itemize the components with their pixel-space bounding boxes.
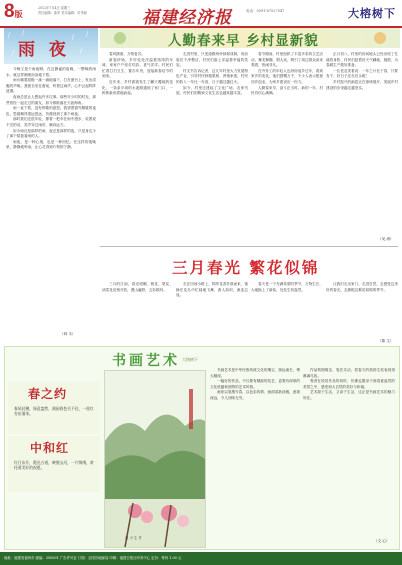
- paragraph: 近年来，乡村面貌发生了翻天覆地的变化，一条条平坦的水泥路通到了家门口，一栋栋新房拔地而起。: [102, 79, 173, 96]
- painting-signature: 周 小 生 作: [125, 536, 142, 540]
- mid-story-column-4: [326, 282, 398, 342]
- paragraph: 那时我们还很年轻，撑着一把伞在雨中漫步，说着说不完的话，笑声穿过雨帘，飘向远方。: [6, 117, 96, 127]
- paragraph: 走进村里，只见道路两旁绿树成荫，房前屋后干净整洁，村民们脸上洋溢着幸福的笑容。: [176, 52, 248, 68]
- top-story-title: 人勤春来早 乡村显新貌: [168, 33, 319, 49]
- paragraph: 在外务工的年轻人也纷纷返乡过年，看到家乡的变化，他们感慨万千，不少人表示愿意回乡创业，为家乡建设出一份力。: [251, 68, 323, 84]
- rain-title: 雨 夜: [18, 40, 70, 60]
- caption-1-text: 春风轻拂，绿意盎然，满园春色关不住，一枝红杏出墙来。: [14, 406, 94, 417]
- paragraph: 画家以笔墨写春，以色彩传情，画面清新淡雅，意境深远，令人回味无穷。: [210, 390, 300, 400]
- paragraph: 走在田间小路上，阵阵花香扑鼻而来，蜜蜂在花丛中忙碌地飞舞，游人如织，流连忘返。: [176, 282, 248, 298]
- caption-2-title: 中和红: [30, 441, 70, 455]
- top-story-byline: （吴 涛）: [378, 237, 394, 241]
- paragraph: 雨夜，是一种心境，也是一种回忆。在这样的夜晚里，静静地听雨，让心灵得到片刻的宁静。: [6, 139, 96, 150]
- art-byline: （文 心）: [374, 539, 390, 543]
- header-info: [38, 6, 138, 15]
- paragraph: 春天是一个充满希望的季节，万物生长，大地换上了新装，处处生机盎然。: [251, 282, 323, 292]
- section-title: 大榕树下: [348, 8, 396, 20]
- paragraph: 一位老农笑着说：一年之计在于春，只要肯干，好日子还在后头呢！: [326, 68, 398, 79]
- mid-story-byline: （陈 文）: [378, 339, 394, 343]
- mid-story-column-2: [176, 282, 248, 342]
- top-story-column-4: [326, 52, 398, 244]
- paragraph: 村支书告诉记者，这几年村里大力发展特色产业，引导村民种植果树、养殖家禽，村民的收入一年比一年高，日子越过越红火。: [176, 68, 248, 84]
- mid-story-column-3: [251, 282, 323, 342]
- art-section-subtitle: 大榕树下: [182, 357, 198, 362]
- art-section-title: 书画艺术: [112, 353, 180, 369]
- page-suffix: 版: [14, 10, 23, 19]
- paragraph: 如今，村里还建起了文化广场、农家书屋，村民们的精神文化生活也越来越丰富。: [176, 85, 248, 96]
- newspaper-brand: 福建经济报: [142, 8, 232, 27]
- landscape-painting: [104, 370, 206, 548]
- paragraph: 书画艺术是中华民族传统文化的瑰宝，源远流长，博大精深。: [210, 368, 300, 378]
- page-number: [4, 2, 23, 25]
- paragraph: 正月初八，村里的田间地头已经出现了忙碌的身影，村民们趁着好天气翻地、施肥，为春耕生产做好准备。: [326, 52, 398, 68]
- paragraph: 今晚又是个雨夜啊，在这静谧的夜晚，一整晚的雨水，就这样淅淅沥沥地下着。: [6, 67, 96, 77]
- mid-story-column-1: [102, 282, 173, 342]
- header-phone: 电话：0591-87527047: [246, 9, 285, 13]
- paragraph: 春风拂面，万物复苏。: [109, 52, 145, 56]
- paragraph: 作品构图简洁，笔法灵动，将春天的勃勃生机表现得淋漓尽致。: [303, 368, 395, 378]
- page-number-value: 8: [4, 1, 15, 22]
- footer-text: 地址：福建省福州市 邮编：350001 广告许可证 订阅：全国各地邮局 印刷：福建日报社印务中心 定价：每份 1.00 元: [4, 556, 182, 560]
- paragraph: 观者在欣赏作品的同时，仿佛也置身于那春意盎然的美景之中，感受到大自然的美好与和谐。: [303, 379, 395, 389]
- divider: [100, 246, 398, 247]
- paragraph: 乡村振兴的画卷正在徐徐展开，美丽乡村建设的步伐越走越坚实。: [326, 79, 398, 90]
- caption-1-title: 春之约: [28, 387, 68, 401]
- paragraph: 人勤春来早，奋斗正当时。新的一年，村民们信心满满。: [251, 85, 323, 96]
- paragraph: 一幅好的作品，不仅要有精湛的技艺，更要有深厚的文化底蕴和独特的艺术风格。: [210, 379, 300, 389]
- paragraph: 三月的江南，春光明媚，桃花、梨花、油菜花竞相开放，漫山遍野，五彩缤纷。: [102, 282, 173, 292]
- paragraph: 夜雨总是让人想起许多往事。那些年少时的时光，那些曾经一起走过的朋友，如今都散落在天涯海角。: [6, 94, 96, 105]
- mid-story-title: 三月春光 繁花似锦: [172, 258, 320, 277]
- top-story-column-2: [176, 52, 248, 244]
- paragraph: 春节期间，村里组织了丰富多彩的文艺活动，舞龙舞狮、唱大戏，吸引了周边群众前来观看，热闹非凡。: [251, 52, 323, 68]
- caption-2-text: 红日东升，霞光万道，映照山河，一片锦绣，寄托着美好的祝愿。: [14, 460, 94, 471]
- art-column-2: [303, 368, 395, 544]
- rain-article-body: [6, 67, 96, 332]
- header-date: 2012年7月4日 星期三: [38, 6, 71, 10]
- paragraph: 让我们走出家门，走进自然，去感受这美好的春光，去拥抱这繁花似锦的季节。: [326, 282, 398, 292]
- header-editors: 责任编辑：曲军 美术编辑：时秀丽: [38, 10, 87, 15]
- art-column-1: [210, 368, 300, 544]
- paragraph: 艺术源于生活，又高于生活，这正是书画艺术的魅力所在。: [303, 390, 395, 400]
- painting-image: [105, 371, 205, 547]
- paragraph: 新春伊始，乡村处处洋溢着浓浓的年味，家家户户张灯结彩，喜气洋洋。村民们忙着打扫卫生、置办年货，迎接新春佳节的到来。: [102, 57, 173, 79]
- rain-byline: （林 木）: [60, 332, 76, 336]
- paragraph: 雨水顺着屋檐一滴一滴地落下，打在窗台上，发出清脆的声响。我独自坐在窗前，听着这雨声，心中泛起阵阵涟漪。: [6, 78, 96, 94]
- top-story-column-3: [251, 52, 323, 244]
- paragraph: 雨一直下着，没有停歇的意思。我望着窗外朦胧的夜色，思绪飘得很远很远，仿佛回到了那个雨夜。: [6, 106, 96, 116]
- paragraph: 如今雨还是那样的雨，夜还是那样的夜，只是身边少了那个陪我看雨的人。: [6, 128, 96, 139]
- top-story-column-1: [102, 52, 173, 244]
